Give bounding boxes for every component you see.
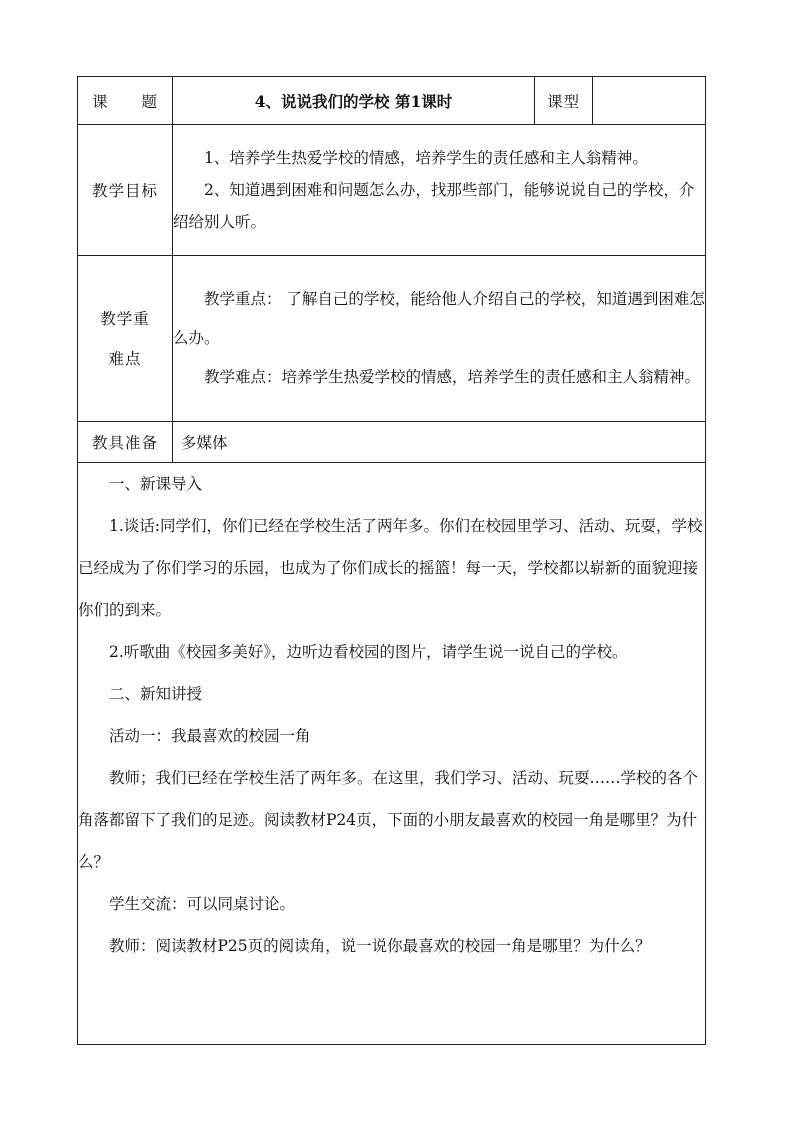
process-content	[78, 463, 706, 1045]
type-label: 课型	[535, 77, 593, 125]
section-title: 二、新知讲授	[109, 685, 203, 703]
focus-row	[78, 256, 706, 422]
objective-item: 1、培养学生热爱学校的情感，培养学生的责任感和主人翁精神。	[204, 149, 648, 167]
process-row	[78, 463, 706, 1045]
process-paragraph: 1.谈话:同学们，你们已经在学校生活了两年多。你们在校园里学习、活动、玩耍，学校已经成为了你们学习的乐园，也成为了你们成长的摇篮！每一天，学校都以崭新的面貌迎接你们的到来。	[78, 517, 703, 619]
focus-label-line: 难点	[108, 349, 142, 368]
objectives-label: 教学目标	[78, 125, 173, 256]
focus-content	[173, 256, 706, 422]
focus-label	[78, 256, 173, 422]
type-value	[593, 77, 706, 125]
objectives-row	[78, 125, 706, 256]
course-label: 课 题	[78, 77, 173, 125]
process-paragraph: 教师；我们已经在学校生活了两年多。在这里，我们学习、活动、玩耍……学校的各个角落都留下了我们的足迹。阅读教材P24页，下面的小朋友最喜欢的校园一角是哪里？为什么？	[78, 769, 699, 871]
objective-item: 2、知道遇到困难和问题怎么办，找那些部门，能够说说自己的学校，介绍给别人听。	[173, 181, 695, 231]
difficulty: 教学难点：培养学生热爱学校的情感，培养学生的责任感和主人翁精神。	[204, 368, 701, 386]
lesson-plan-sheet	[77, 76, 705, 1045]
process-paragraph: 2.听歌曲《校园多美好》，边听边看校园的图片，请学生说一说自己的学校。	[109, 643, 628, 661]
process-paragraph: 学生交流：可以同桌讨论。	[109, 895, 296, 913]
focus-label-line: 教学重	[100, 309, 150, 328]
materials-label: 教具准备	[78, 422, 173, 463]
section-title: 一、新课导入	[109, 475, 203, 493]
activity-title: 活动一：我最喜欢的校园一角	[109, 727, 311, 745]
lesson-plan-table	[77, 76, 706, 1045]
materials-row	[78, 422, 706, 463]
materials-value: 多媒体	[173, 422, 706, 463]
key-point: 教学重点： 了解自己的学校，能给他人介绍自己的学校，知道遇到困难怎么办。	[173, 290, 705, 347]
objectives-content	[173, 125, 706, 256]
course-title: 4、说说我们的学校 第1课时	[173, 77, 535, 125]
process-paragraph: 教师：阅读教材P25页的阅读角，说一说你最喜欢的校园一角是哪里？为什么？	[109, 937, 651, 955]
header-row	[78, 77, 706, 125]
